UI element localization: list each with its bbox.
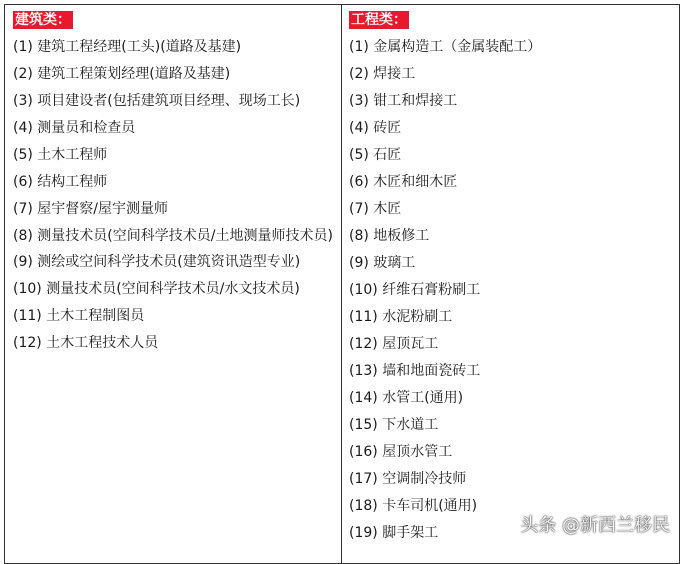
- list-item: (15) 下水道工: [349, 417, 439, 433]
- engineering-list: [349, 34, 673, 547]
- list-item: (12) 屋顶瓦工: [349, 336, 439, 352]
- occupation-table: [4, 4, 680, 564]
- list-item: (19) 脚手架工: [349, 525, 439, 541]
- list-item: (4) 砖匠: [349, 120, 402, 136]
- list-item: (17) 空调制冷技师: [349, 471, 467, 487]
- list-item: (11) 水泥粉刷工: [349, 309, 453, 325]
- list-item: (5) 土木工程师: [13, 147, 108, 163]
- list-item: (10) 测量技术员(空间科学技术员/水文技术员): [13, 281, 300, 297]
- list-item: (18) 卡车司机(通用): [349, 498, 478, 514]
- list-item: (3) 钳工和焊接工: [349, 93, 458, 109]
- list-item: (7) 屋宇督察/屋宇测量师: [13, 201, 168, 217]
- list-item: (9) 测绘或空间科学技术员(建筑资讯造型专业): [13, 254, 301, 270]
- list-item: (2) 建筑工程策划经理(道路及基建): [13, 66, 231, 82]
- list-item: (3) 项目建设者(包括建筑项目经理、现场工长): [13, 93, 301, 109]
- list-item: (6) 木匠和细木匠: [349, 174, 458, 190]
- list-item: (8) 测量技术员(空间科学技术员/土地测量师技术员): [13, 228, 333, 244]
- list-item: (2) 焊接工: [349, 66, 416, 82]
- list-item: (12) 土木工程技术人员: [13, 335, 159, 351]
- engineering-column: [342, 5, 679, 563]
- list-item: (11) 土木工程制图员: [13, 308, 145, 324]
- list-item: (1) 金属构造工（金属装配工）: [349, 39, 542, 55]
- list-item: (10) 纤维石膏粉刷工: [349, 282, 481, 298]
- watermark: 头条 @新西兰移民: [520, 515, 670, 536]
- construction-column: [5, 5, 342, 563]
- list-item: (7) 木匠: [349, 201, 402, 217]
- construction-list: [13, 34, 335, 357]
- list-item: (14) 水管工(通用): [349, 390, 464, 406]
- list-item: (9) 玻璃工: [349, 255, 416, 271]
- list-item: (6) 结构工程师: [13, 174, 108, 190]
- construction-heading: 建筑类：: [15, 12, 71, 28]
- list-item: (8) 地板修工: [349, 228, 430, 244]
- list-item: (16) 屋顶水管工: [349, 444, 453, 460]
- list-item: (13) 墙和地面瓷砖工: [349, 363, 481, 379]
- engineering-heading: 工程类：: [351, 12, 407, 28]
- list-item: (1) 建筑工程经理(工头)(道路及基建): [13, 39, 242, 55]
- list-item: (5) 石匠: [349, 147, 402, 163]
- list-item: (4) 测量员和检查员: [13, 120, 136, 136]
